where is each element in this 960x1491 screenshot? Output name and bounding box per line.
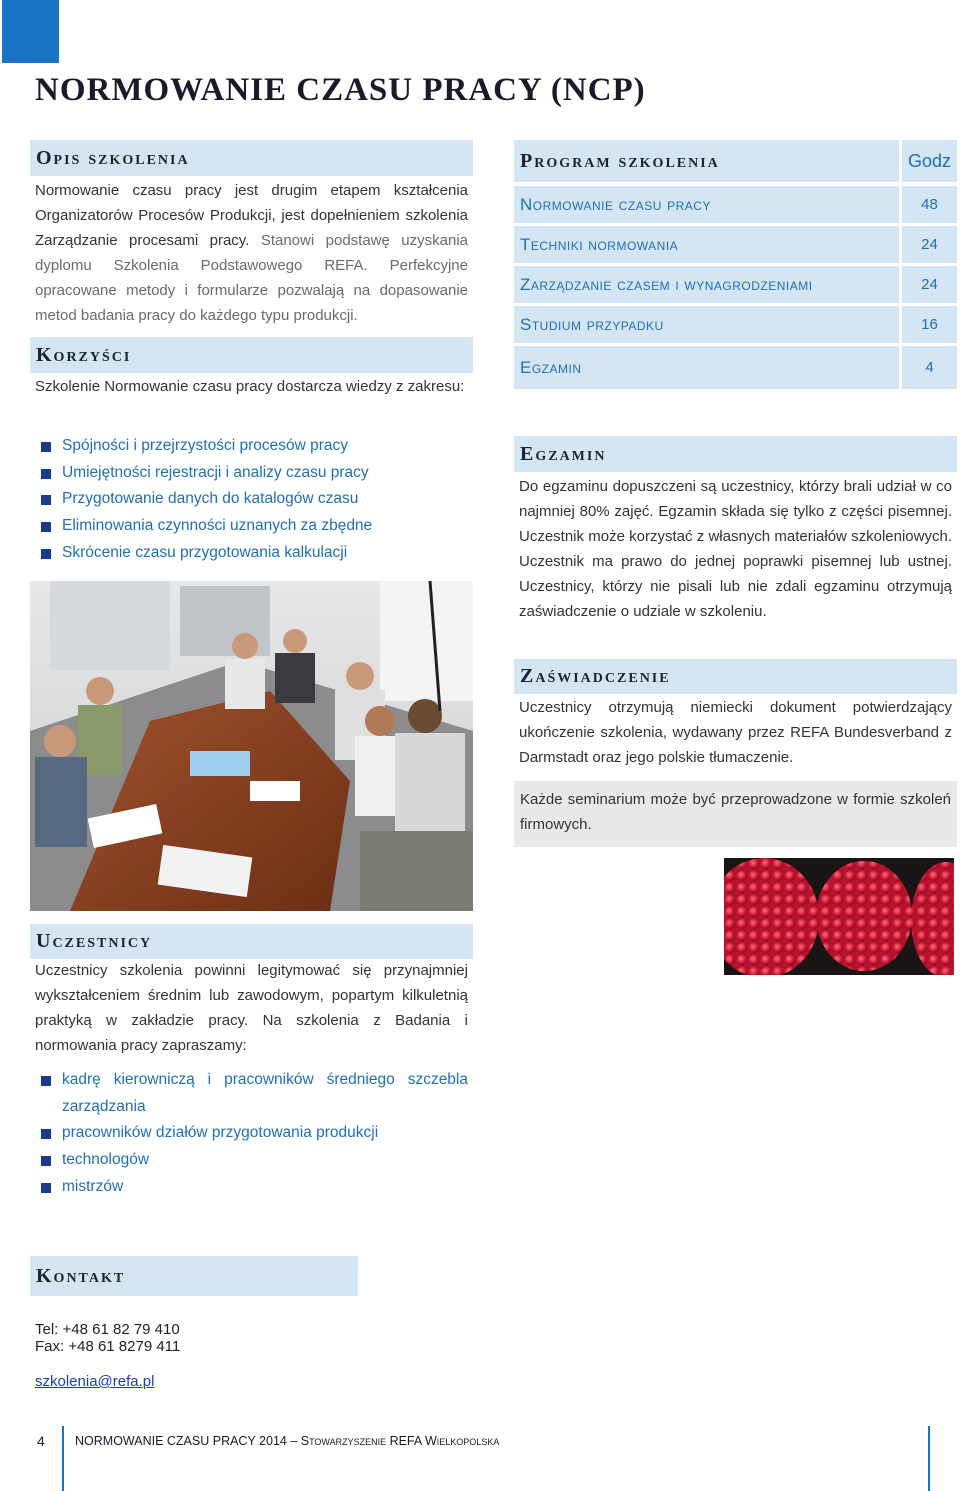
list-item: mistrzów bbox=[35, 1174, 475, 1201]
corner-accent-block bbox=[2, 0, 59, 63]
fax-number: Fax: +48 61 8279 411 bbox=[35, 1338, 181, 1355]
list-item: Umiejętności rejestracji i analizy czasu pracy bbox=[35, 460, 475, 487]
program-row bbox=[514, 346, 957, 389]
email-link[interactable]: szkolenia@refa.pl bbox=[35, 1373, 155, 1390]
program-item-hours: 24 bbox=[902, 266, 957, 303]
program-heading: Program szkolenia bbox=[514, 140, 899, 182]
list-item: Eliminowania czynności uznanych za zbędne bbox=[35, 513, 475, 540]
page-number: 4 bbox=[37, 1433, 45, 1449]
opis-heading: Opis szkolenia bbox=[30, 140, 473, 176]
opis-text-dark: Normowanie czasu pracy jest drugim etapem kształcenia Organizatorów Procesów Produkcji, jest dopełnieniem szkolenia Zarządzanie procesami pracy. bbox=[35, 182, 468, 249]
list-item: technologów bbox=[35, 1147, 475, 1174]
program-item-name: Studium przypadku bbox=[514, 306, 899, 343]
program-item-name: Egzamin bbox=[514, 346, 899, 389]
uczestnicy-heading: Uczestnicy bbox=[30, 924, 473, 959]
program-row bbox=[514, 306, 957, 343]
program-item-name: Zarządzanie czasem i wynagrodzeniami bbox=[514, 266, 899, 303]
kontakt-info bbox=[35, 1321, 180, 1355]
egzamin-heading: Egzamin bbox=[514, 436, 957, 472]
kontakt-heading: Kontakt bbox=[30, 1256, 358, 1296]
program-header bbox=[514, 140, 957, 182]
footer-divider bbox=[62, 1426, 64, 1491]
egzamin-text: Do egzaminu dopuszczeni są uczestnicy, którzy brali udział w co najmniej 80% zajęć. Egzamin składa się tylko z części pisemnej. Uczestnik może korzystać z własnych materiałów szkoleniowych. Uczestnik ma prawo do jednej poprawki pisemnej lub ustnej. Uczestnicy, którzy nie pisali lub nie zdali egzaminu otrzymują zaświadczenie o udziale w szkoleniu. bbox=[519, 478, 952, 620]
uczestnicy-list bbox=[35, 1067, 475, 1201]
uczestnicy-text: Uczestnicy szkolenia powinni legitymować się przynajmniej wykształceniem średnim lub zawodowym, popartym kilkuletnią praktyką w zakładzie pracy. Na szkolenia z Badania i normowania pracy zapraszamy: bbox=[35, 962, 468, 1054]
korzysci-heading: Korzyści bbox=[30, 337, 473, 373]
note-box: Każde seminarium może być przeprowadzone w formie szkoleń firmowych. bbox=[514, 781, 957, 847]
korzysci-list bbox=[35, 433, 475, 567]
list-item: Przygotowanie danych do katalogów czasu bbox=[35, 486, 475, 513]
list-item: kadrę kierowniczą i pracowników średniego szczebla zarządzania bbox=[35, 1067, 475, 1120]
phone-number: Tel: +48 61 82 79 410 bbox=[35, 1321, 180, 1338]
footer-text: NORMOWANIE CZASU PRACY 2014 – Stowarzyszenie REFA Wielkopolska bbox=[75, 1434, 500, 1448]
page-title: NORMOWANIE CZASU PRACY (NCP) bbox=[35, 72, 646, 108]
raspberries-photo bbox=[724, 858, 954, 975]
program-row bbox=[514, 226, 957, 263]
program-row bbox=[514, 186, 957, 223]
program-item-name: Normowanie czasu pracy bbox=[514, 186, 899, 223]
footer-divider-right bbox=[928, 1426, 930, 1491]
program-item-hours: 16 bbox=[902, 306, 957, 343]
korzysci-intro: Szkolenie Normowanie czasu pracy dostarcza wiedzy z zakresu: bbox=[35, 378, 465, 395]
list-item: Spójności i przejrzystości procesów pracy bbox=[35, 433, 475, 460]
program-item-hours: 4 bbox=[902, 346, 957, 389]
program-item-name: Techniki normowania bbox=[514, 226, 899, 263]
program-row bbox=[514, 266, 957, 303]
opis-text-gray: Stanowi podstawę uzyskania dyplomu Szkolenia Podstawowego REFA. Perfekcyjne opracowane metody i formularze pozwalają na dopasowanie metod badania pracy do każdego typu produkcji. bbox=[35, 232, 468, 324]
list-item: Skrócenie czasu przygotowania kalkulacji bbox=[35, 540, 475, 567]
program-item-hours: 24 bbox=[902, 226, 957, 263]
opis-text bbox=[35, 178, 468, 328]
zaswiadczenie-heading: Zaświadczenie bbox=[514, 659, 957, 694]
list-item: pracowników działów przygotowania produkcji bbox=[35, 1120, 475, 1147]
program-item-hours: 48 bbox=[902, 186, 957, 223]
hours-column-label: Godz bbox=[902, 140, 957, 182]
training-photo bbox=[30, 581, 473, 911]
zaswiadczenie-text: Uczestnicy otrzymują niemiecki dokument potwierdzający ukończenie szkolenia, wydawany przez REFA Bundesverband z Darmstadt oraz jego polskie tłumaczenie. bbox=[519, 699, 952, 766]
